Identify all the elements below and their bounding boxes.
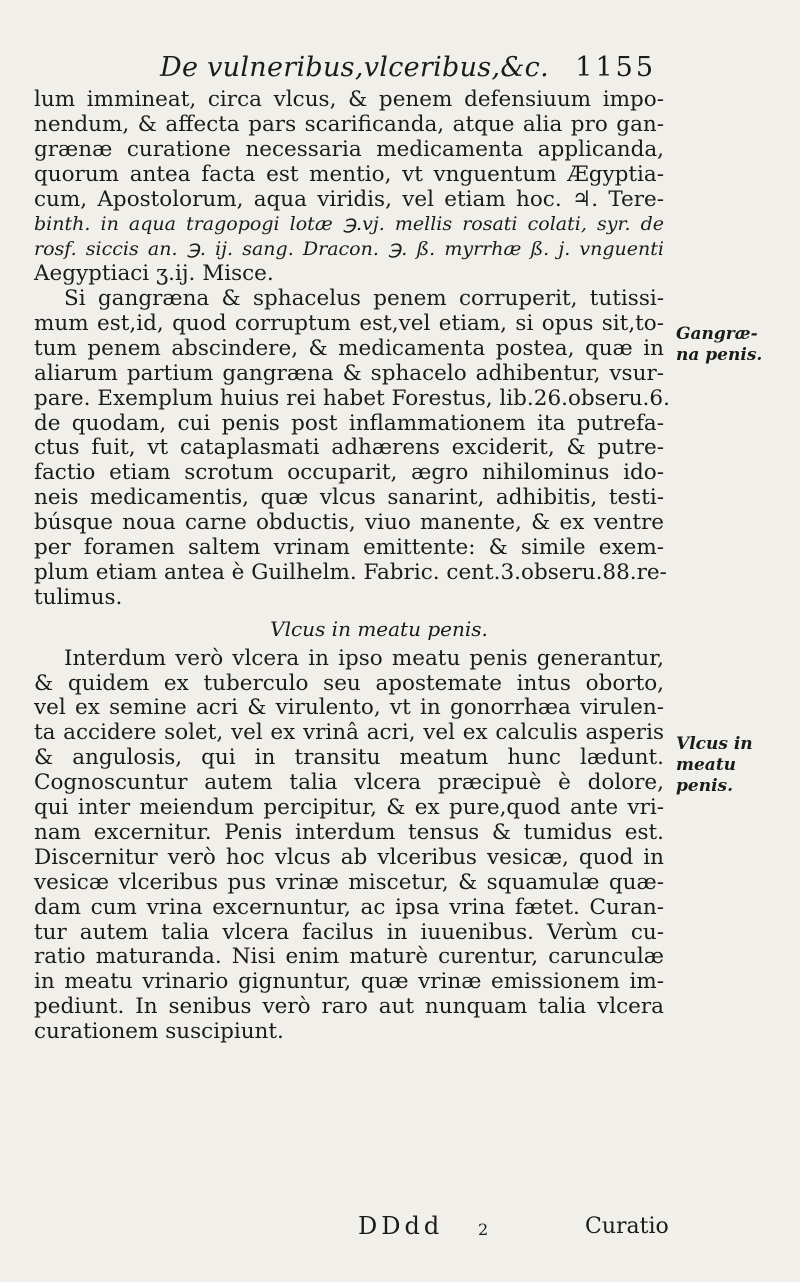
text-line: nendum, & affecta pars scarificanda, atque alia pro gan- [34,111,664,137]
running-title: De vulneribus,vlceribus,&c. [160,52,549,83]
text-line: qui inter meiendum percipitur, & ex pure,quod ante vri- [34,795,664,821]
text-line: pare. Exemplum huius rei habet Forestus, lib.26.obseru.6. [34,385,670,411]
text-line: Si gangræna & sphacelus penem corruperit, tutissi- [64,286,664,312]
text-line: pediunt. In senibus verò raro aut nunquam talia vlcera [34,994,664,1020]
text-line: tum penem abscindere, & medicamenta postea, quæ in [34,335,664,361]
text-line: & angulosis, qui in transitu meatum hunc lædunt. [34,745,664,771]
text-line: tur autem talia vlcera facilus in iuuenibus. Verùm cu- [34,919,664,945]
text-line: ctus fuit, vt cataplasmati adhærens exciderit, & putre- [34,435,664,461]
text-line: Discernitur verò hoc vlcus ab vlceribus vesicæ, quod in [34,844,664,870]
text-line: Cognoscuntur autem talia vlcera præcipuè è dolore, [34,770,664,796]
text-line: mum est,id, quod corruptum est,vel etiam, si opus sit,to- [34,311,664,337]
text-line: factio etiam scrotum occuparit, ægro nihilominus ido- [34,460,664,486]
marginal-line: penis. [676,776,734,796]
text-line: nam excernitur. Penis interdum tensus & tumidus est. [34,819,664,845]
text-line: Interdum verò vlcera in ipso meatu penis generantur, [64,645,664,671]
text-line: Aegyptiaci ʒ.ij. Misce. [34,261,274,287]
text-line: grænæ curatione necessaria medicamenta applicanda, [34,136,664,162]
marginal-line: Vlcus in [676,734,753,754]
page-number: 1155 [575,52,656,83]
paragraph-2 [34,286,670,611]
text-line: vel ex semine acri & virulento, vt in gonorrhæa virulen- [34,695,664,721]
text-line: binth. in aqua tragopogi lotæ ℈.vj. mellis rosati colati, syr. de [34,213,664,236]
text-line: & quidem ex tuberculo seu apostemate intus oborto, [34,670,664,696]
section-heading: Vlcus in meatu penis. [270,616,488,641]
text-line: rosf. siccis an. ℈. ij. sang. Dracon. ℈. ß. myrrhæ ß. j. vnguenti [34,238,664,261]
marginal-line: na penis. [676,345,763,365]
marginal-line: Gangræ- [676,324,758,344]
text-line: lum immineat, circa vlcus, & penem defensiuum impo- [34,87,664,112]
text-line: per foramen saltem vrinam emittente: & simile exem- [34,535,664,561]
paragraph-1 [34,88,664,287]
text-line: quorum antea facta est mentio, vt vnguentum Ægyptia- [34,161,664,187]
text-line: vesicæ vlceribus pus vrinæ miscetur, & squamulæ quæ- [34,869,664,895]
text-line: ta accidere solet, vel ex vrinâ acri, vel ex calculis asperis [34,720,664,746]
text-line: de quodam, cui penis post inflammationem ita putrefa- [34,410,664,436]
marginal-note-gangraena [676,324,762,366]
text-line: neis medicamentis, quæ vlcus sanarint, adhibitis, testi- [34,485,664,511]
signature-number: 2 [478,1220,489,1239]
paragraph-3 [34,647,664,1045]
text-line: plum etiam antea è Guilhelm. Fabric. cent.3.obseru.88.re- [34,559,667,585]
page-footer [0,1206,800,1246]
text-line: búsque noua carne obductis, viuo manente, & ex ventre [34,510,664,536]
marginal-line: meatu [676,755,737,775]
text-line: ratio maturanda. Nisi enim maturè curentur, carunculæ [34,944,664,970]
text-line: tulimus. [34,584,123,610]
text-line: cum, Apostolorum, aqua viridis, vel etiam hoc. ♃. Tere- [34,186,664,212]
main-text [34,87,670,1045]
running-header [160,52,660,88]
marginal-note-vlcus [676,734,753,797]
signature-mark: DDdd [358,1212,444,1240]
text-line: aliarum partium gangræna & sphacelo adhibentur, vsur- [34,360,664,386]
catchword: Curatio [585,1214,669,1239]
text-line: in meatu vrinario gignuntur, quæ vrinæ emissionem im- [34,969,664,995]
text-line: dam cum vrina excernuntur, ac ipsa vrina fætet. Curan- [34,894,664,920]
text-line: curationem suscipiunt. [34,1019,284,1045]
